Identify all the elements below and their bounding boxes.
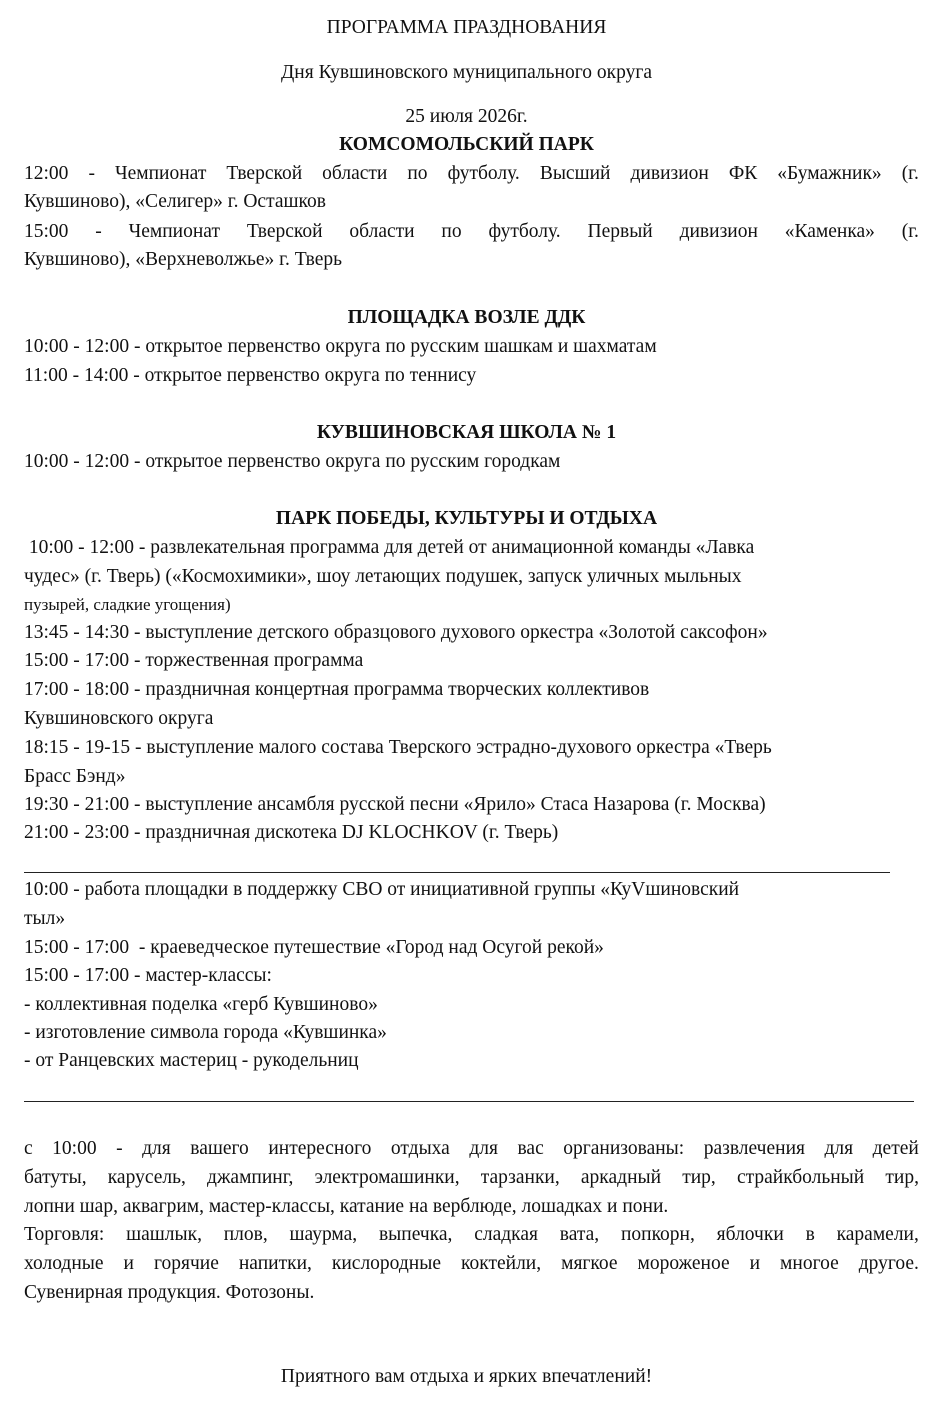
word: Чемпионат [114,163,207,184]
leisure-line-5 [24,1249,919,1278]
word: кислородные [331,1253,441,1274]
word: Высший [539,163,611,184]
word: попкорн, [620,1224,695,1245]
word: тир, [885,1167,919,1188]
leisure-line-1 [24,1134,919,1163]
school-item-1: 10:00 - 12:00 - открытое первенство округа по русским городкам [24,451,561,472]
komsomol-item-2-line-2: Кувшиново), «Верхневолжье» г. Тверь [24,249,343,270]
word: Торговля: [24,1224,105,1245]
ddk-item-2: 11:00 - 14:00 - открытое первенство округа по теннису [24,365,477,386]
park-item-3: 15:00 - 17:00 - торжественная программа [24,650,364,671]
word: (г. [901,221,919,242]
word: Первый [587,221,653,242]
word: батуты, [24,1167,87,1188]
word: сладкая [474,1224,538,1245]
event-date: 25 июля 2026г. [405,106,528,127]
word: выпечка, [378,1224,453,1245]
word: вата, [559,1224,600,1245]
word: в [805,1224,815,1245]
document-title: ПРОГРАММА ПРАЗДНОВАНИЯ [326,17,607,38]
word: по [441,221,462,242]
word: Тверской [226,163,303,184]
word: для [142,1138,171,1159]
word: футболу. [447,163,520,184]
section-heading-komsomol: КОМСОМОЛЬСКИЙ ПАРК [339,134,594,155]
word: 12:00 [24,163,69,184]
extra-item-4: - коллективная поделка «герб Кувшиново» [24,994,378,1015]
extra-item-6: - от Ранцевских мастериц - рукодельниц [24,1050,359,1071]
word: с [24,1138,33,1159]
park-item-1-line-1: 10:00 - 12:00 - развлекательная программа для детей от анимационной команды «Лавка [24,537,755,558]
word: «Каменка» [784,221,875,242]
word: области [349,221,415,242]
leisure-line-2 [24,1163,919,1192]
word: развлечения [703,1138,805,1159]
extra-item-1-line-2: тыл» [24,908,66,929]
word: шаурма, [289,1224,358,1245]
word: тир, [682,1167,716,1188]
word: области [322,163,388,184]
word: коктейли, [461,1253,542,1274]
word: по [407,163,428,184]
closing-line: Приятного вам отдыха и ярких впечатлений! [280,1366,653,1387]
word: страйкбольный [736,1167,865,1188]
word: 15:00 [24,221,69,242]
word: мягкое [561,1253,618,1274]
section-heading-ddk: ПЛОЩАДКА ВОЗЛЕ ДДК [347,307,586,328]
section-divider-2 [24,1101,914,1102]
extra-item-1-line-1: 10:00 - работа площадки в поддержку СВО от инициативной группы «КуVшиновский [24,879,740,900]
word: интересного [268,1138,372,1159]
word: «Бумажник» [777,163,882,184]
word: дивизион [679,221,758,242]
komsomol-item-1-line-1 [24,159,919,188]
park-item-1-line-3: пузырей, сладкие угощения) [24,595,231,614]
word: вашего [190,1138,249,1159]
word: аркадный [580,1167,662,1188]
word: (г. [901,163,919,184]
word: яблочки [716,1224,784,1245]
word: ФК [728,163,758,184]
leisure-line-6: Сувенирная продукция. Фотозоны. [24,1282,315,1303]
word: - [116,1138,123,1159]
word: и [123,1253,134,1274]
word: Чемпионат [128,221,220,242]
word: для [824,1138,854,1159]
word: для [469,1138,498,1159]
word: мороженое [637,1253,730,1274]
section-divider-1 [24,872,890,873]
word: электромашинки, [314,1167,460,1188]
leisure-line-3: лопни шар, аквагрим, мастер-классы, катание на верблюде, лошадках и пони. [24,1196,669,1217]
park-item-2: 13:45 - 14:30 - выступление детского образцового духового оркестра «Золотой саксофон» [24,622,768,643]
park-item-4-line-1: 17:00 - 18:00 - праздничная концертная программа творческих коллективов [24,679,650,700]
word: Тверской [246,221,323,242]
word: и [749,1253,761,1274]
word: холодные [24,1253,104,1274]
park-item-6: 19:30 - 21:00 - выступление ансамбля русской песни «Ярило» Стаса Назарова (г. Москва) [24,794,766,815]
park-item-5-line-2: Брасс Бэнд» [24,766,126,787]
word: вас [517,1138,544,1159]
park-item-1-line-2 [24,562,919,591]
extra-item-5: - изготовление символа города «Кувшинка» [24,1022,387,1043]
word: отдыха [390,1138,450,1159]
word: 10:00 [52,1138,97,1159]
word: - [88,163,95,184]
leisure-line-4 [24,1220,919,1249]
extra-item-2: 15:00 - 17:00 - краеведческое путешествие «Город над Осугой рекой» [24,937,604,958]
park-item-5-line-1: 18:15 - 19-15 - выступление малого состава Тверского эстрадно-духового оркестра «Тверь [24,737,772,758]
section-heading-school: КУВШИНОВСКАЯ ШКОЛА № 1 [316,422,617,443]
word: многое [780,1253,839,1274]
section-heading-park: ПАРК ПОБЕДЫ, КУЛЬТУРЫ И ОТДЫХА [275,508,658,529]
word: другое. [858,1253,919,1274]
word: джампинг, [207,1167,294,1188]
park-item-7: 21:00 - 23:00 - праздничная дискотека DJ KLOCHKOV (г. Тверь) [24,822,559,843]
komsomol-item-1-line-2: Кувшиново), «Селигер» г. Осташков [24,191,326,212]
word: шашлык, [126,1224,202,1245]
komsomol-item-2-line-1 [24,217,919,246]
word: карамели, [836,1224,919,1245]
ddk-item-1: 10:00 - 12:00 - открытое первенство округа по русским шашкам и шахматам [24,336,657,357]
document-subtitle: Дня Кувшиновского муниципального округа [281,62,652,83]
word: горячие [153,1253,219,1274]
word: плов, [223,1224,268,1245]
word: футболу. [488,221,561,242]
word: карусель, [107,1167,186,1188]
word: - [95,221,102,242]
word: детей [872,1138,919,1159]
word: напитки, [238,1253,312,1274]
word: организованы: [563,1138,685,1159]
park-item-1-line-2-text: чудес» (г. Тверь) («Космохимики», шоу летающих подушек, запуск уличных мыльных [24,566,742,587]
extra-item-3: 15:00 - 17:00 - мастер-классы: [24,965,272,986]
park-item-4-line-2: Кувшиновского округа [24,708,214,729]
word: тарзанки, [480,1167,560,1188]
word: дивизион [630,163,709,184]
